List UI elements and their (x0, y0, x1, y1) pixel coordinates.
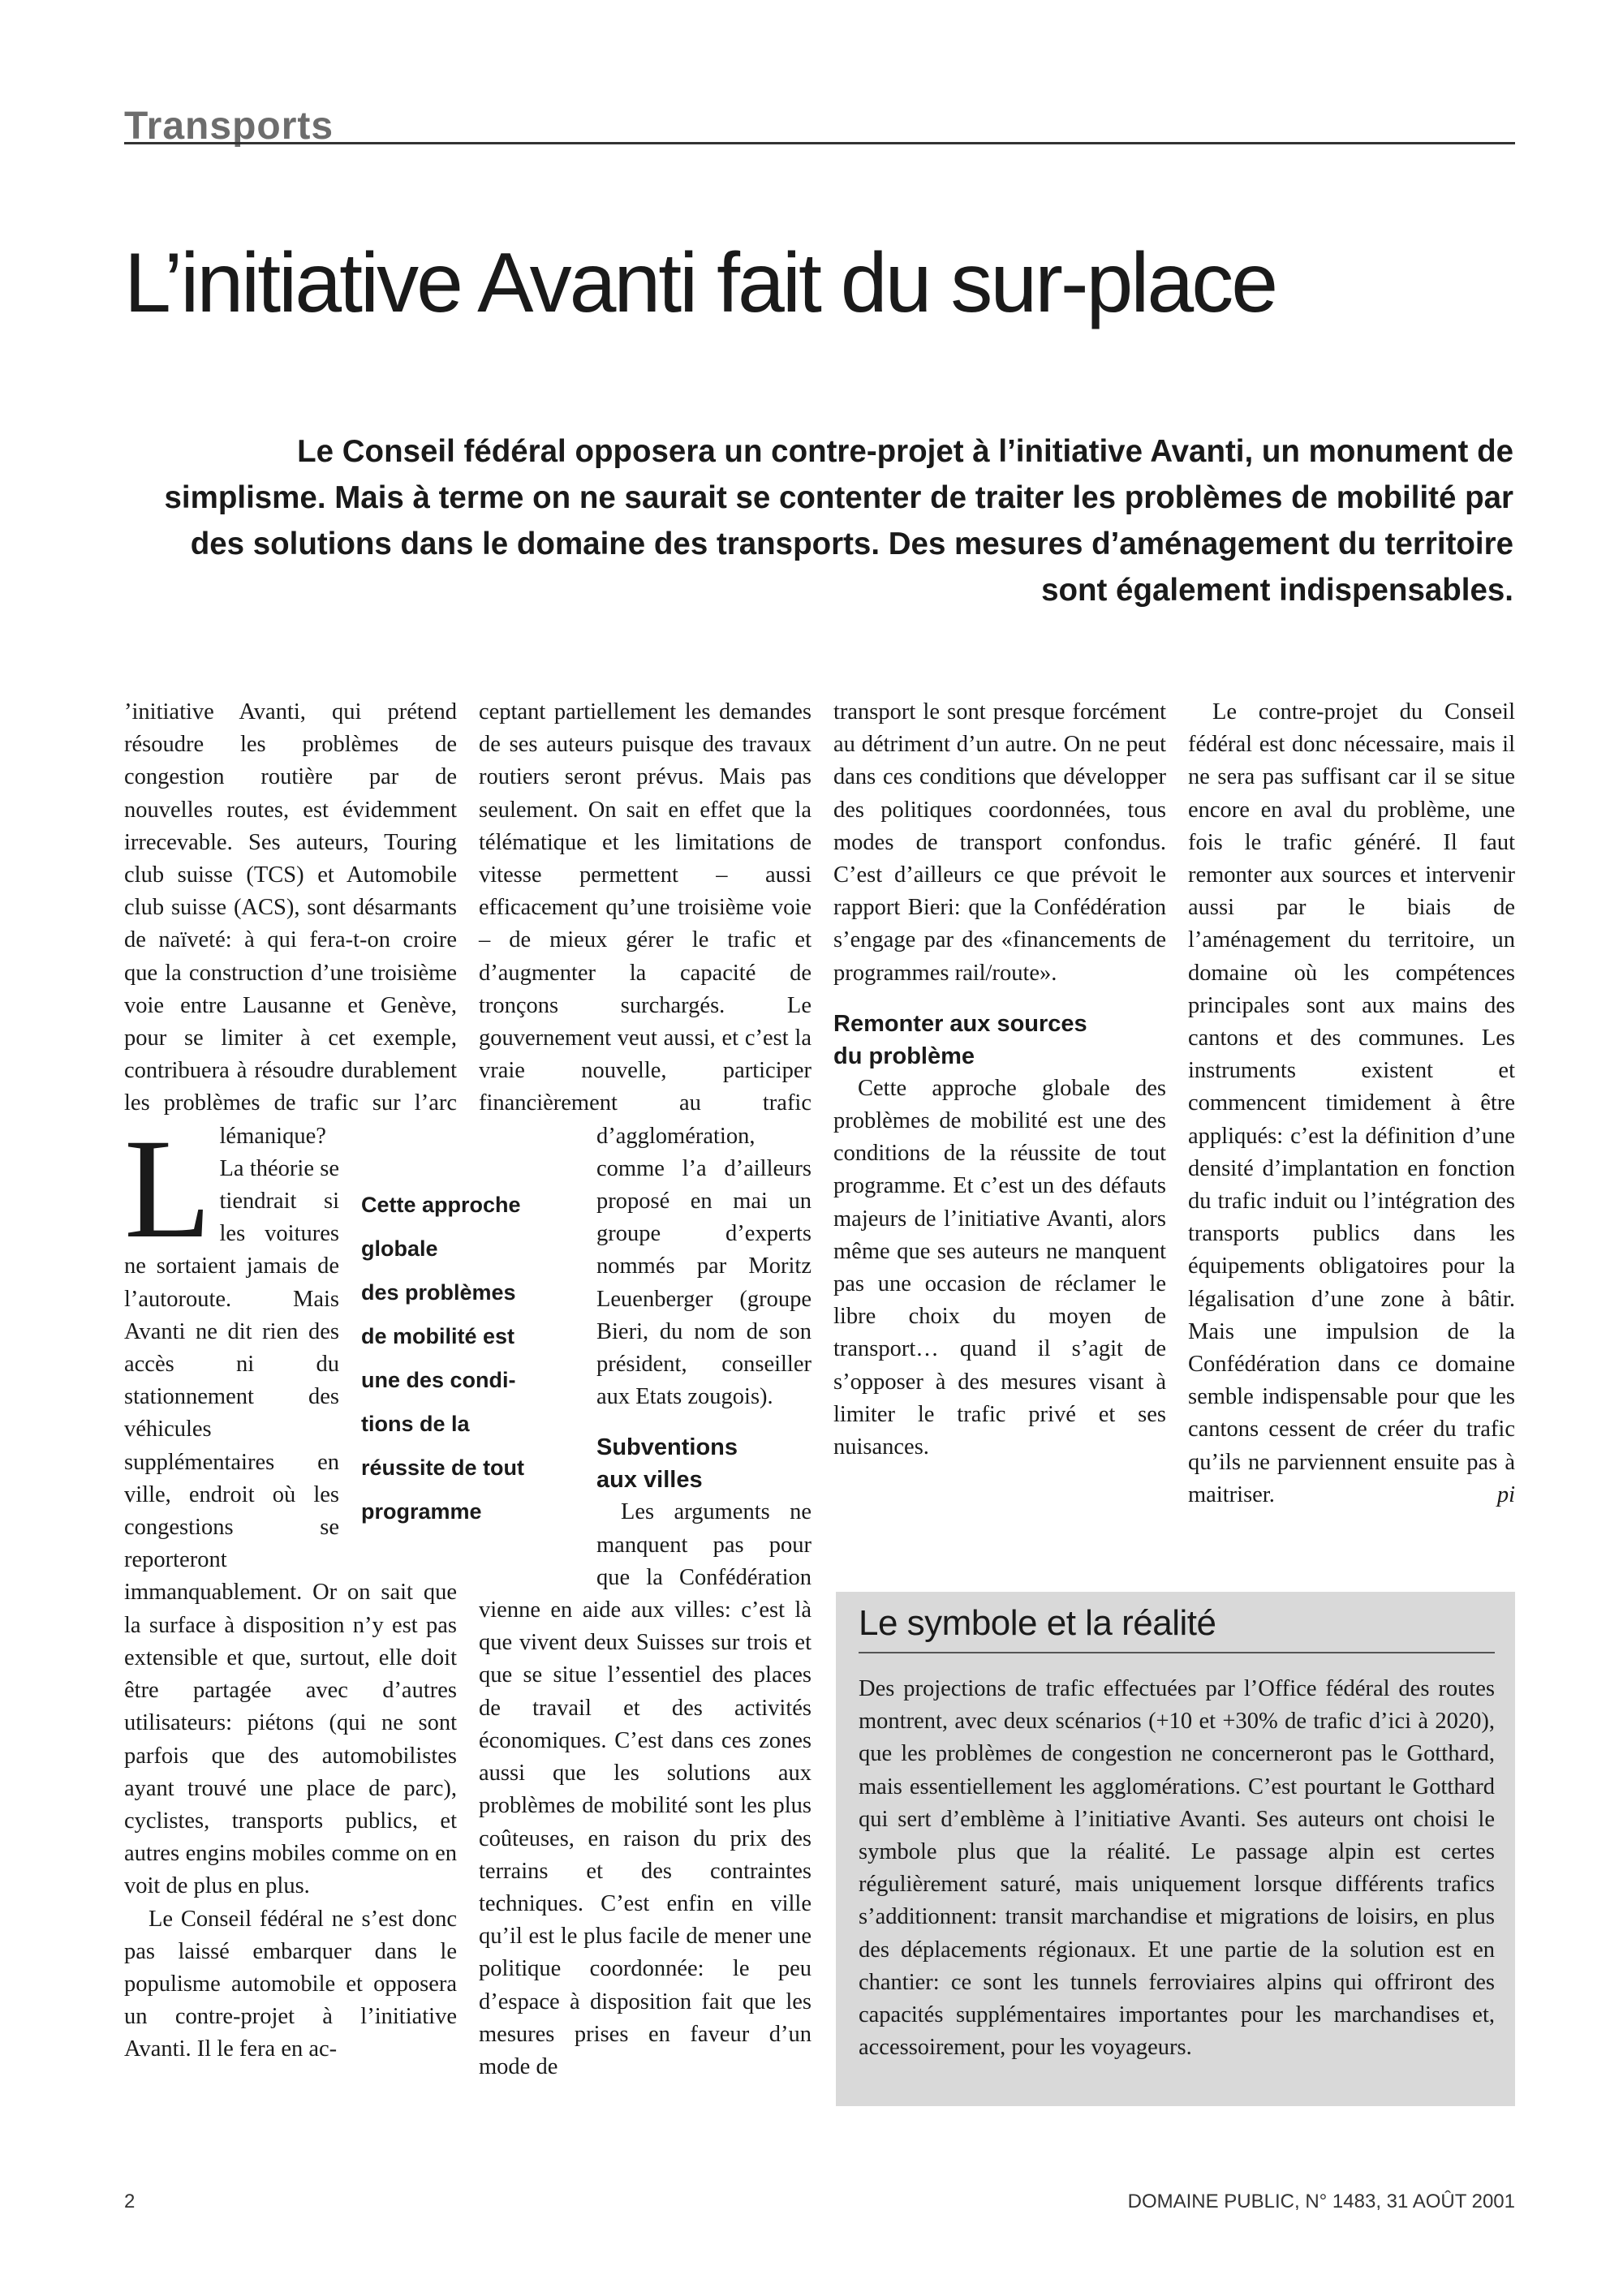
article-title: L’initiative Avanti fait du sur-place (124, 236, 1276, 330)
section-rubric: Transports (124, 105, 334, 148)
article-lead (138, 428, 1513, 613)
author-signature: pi (1496, 1481, 1515, 1507)
subheading: Remonter aux sources du problème (833, 1010, 1087, 1069)
pull-quote: Cette approche globale des problèmes de mobilité est une des condi- tions de la réussite de tout programme (361, 1193, 525, 1524)
body-paragraph: transport le sont presque forcément au détriment d’un autre. On ne peut dans ces conditions que développer des politiques coordonnées, tous modes de transport confondus. C’est d’ailleurs ce que prévoit le rapport Bieri: que la Confédération s’engage par des «financements de programmes rail/route». (833, 699, 1166, 986)
article-column-4 (1188, 696, 1515, 1511)
publication-info: DOMAINE PUBLIC, N° 1483, 31 AOÛT 2001 (1127, 2191, 1515, 2212)
body-paragraph: Le Conseil fédéral ne s’est donc pas laissé embarquer dans le populisme automobile et opposera un contre-projet à l’initiative Avanti. Il le fera en ac- (124, 1906, 457, 2062)
drop-cap: L (124, 1110, 212, 1268)
sidebar-text: Des projections de trafic effectuées par l’Office fédéral des routes montrent, avec deux scénarios (+10 et +30% de trafic d’ici à 2020), que les problèmes de congestion ne concerneront pas le Gotthard, mais essentiellement les agglomérations. C’est pourtant le Gotthard qui sert d’emblème à l’initiative Avanti. Ses auteurs ont choisi le symbole plus que la réalité. Le passage alpin est certes régulièrement saturé, mais uniquement lorsque différents trafics s’additionnent: transit marchandise et migrations de loisirs, en plus des déplacements régionaux. Et une partie de la solution est en chantier: ce sont les tunnels ferroviaires alpins qui offriront des capacités supplémentaires importantes pour les marchandises et, accessoirement, pour les voyageurs. (859, 1676, 1495, 2061)
subheading: Subventions aux villes (596, 1434, 738, 1494)
rubric-divider (124, 142, 1515, 144)
sidebar-divider (859, 1652, 1495, 1653)
body-paragraph: Le contre-projet du Conseil fédéral est donc nécessaire, mais il ne sera pas suffisant car il se situe encore en aval du problème, une fois le trafic généré. Il faut remonter aux sources et intervenir aussi par le biais de l’aménagement du territoire, un domaine où les compétences principales sont aux mains des cantons et des communes. Les instruments existent et commencent timidement à être appliqués: c’est la définition d’une densité d’implantation en fonction du trafic induit ou l’intégration des transports publics dans les équipements obligatoires pour la légalisation d’une zone à bâtir. Mais une impulsion de la Confédération dans ce domaine semble indispensable pour que les cantons cessent de créer du trafic qu’ils ne parviennent ensuite pas à maitriser. pi (1188, 696, 1515, 1511)
body-paragraph: Les arguments ne manquent pas pour que la Confédération vienne en aide aux villes: c’est là que vivent deux Suisses sur trois et que se situe l’essentiel des places de travail et des activités économiques. C’est dans ces zones aussi que les solutions aux problèmes de mobilité sont les plus coûteuses, en raison du prix des terrains et des contraintes techniques. C’est enfin en ville qu’il est le plus facile de mener une politique coordonnée: le peu d’espace à disposition fait que les mesures prises en faveur d’un mode de (479, 1499, 812, 2079)
page-number: 2 (124, 2191, 136, 2212)
lead-text: Le Conseil fédéral opposera un contre-projet à l’initiative Avanti, un monument de simplisme. Mais à terme on ne saurait se contenter de traiter les problèmes de mobilité par des solutions dans le domaine des transports. Des mesures d’aménagement du territoire sont également indispensables. (164, 434, 1513, 608)
body-paragraph: Cette approche globale des problèmes de mobilité est une des conditions de la réussite de tout programme. Et c’est un des défauts majeurs de l’initiative Avanti, alors même que ses auteurs ne manquent pas une occasion de réclamer le libre choix du moyen de transport… quand il s’agit de s’opposer à des mesures visant à limiter le trafic privé et ses nuisances. (833, 1075, 1166, 1460)
sidebar-title: Le symbole et la réalité (859, 1603, 1216, 1643)
body-paragraph: ’initiative Avanti, qui prétend résoudre les problèmes de congestion routière par de nouvelles routes, est évidemment irrecevable. Ses auteurs, Touring club suisse (TCS) et Automobile club suisse (ACS), sont désarmants de naïveté: à qui fera-t-on croire que la construction d’une troisième voie entre Lausanne et Genève, pour se limiter à cet exemple, contribuera à résoudre durablement les problèmes de trafic sur l’arc lémanique? La théorie se tiendrait si les voitures ne sortaient jamais de l’autoroute. Mais Avanti ne dit rien des accès ni du stationnement des véhicules supplémentaires en ville, endroit où les congestions se reporteront immanquablement. Or on sait que la surface à disposition n’y est pas extensible et que, surtout, elle doit être partagée avec d’autres utilisateurs: piétons (qui ne sont parfois que des automobilistes ayant trouvé une place de parc), cyclistes, transports publics, et autres engins mobiles comme on en voit de plus en plus. (124, 699, 457, 1899)
body-paragraph: ceptant partiellement les demandes de ses auteurs puisque des travaux routiers seront prévus. Mais pas seulement. On sait en effet que la télématique et les limitations de vitesse permettent – aussi efficacement qu’une troisième voie – de mieux gérer le trafic et d’augmenter la capacité de tronçons surchargés. Le gouvernement veut aussi, et c’est la vraie nouvelle, participer financièrement au trafic d’agglomération, comme l’a d’ailleurs proposé en mai un groupe d’experts nommés par Moritz Leuenberger (groupe Bieri, du nom de son président, conseiller aux Etats zougois). (479, 699, 812, 1410)
article-column-3 (833, 696, 1166, 1464)
